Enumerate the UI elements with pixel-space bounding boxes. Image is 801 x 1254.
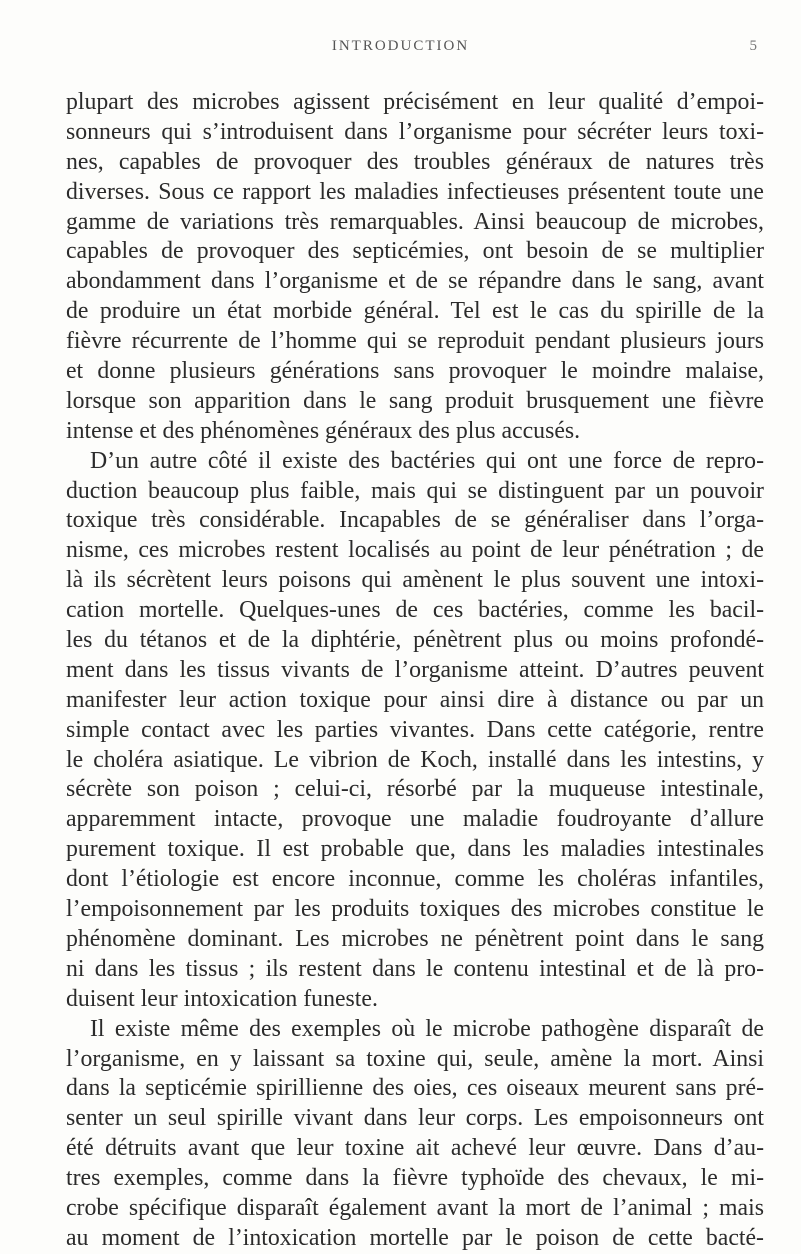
text-line: et donne plusieurs générations sans provoquer le moindre malaise, [66, 358, 764, 385]
text-line: au moment de l’intoxication mortelle par le poison de cette bacté- [66, 1224, 764, 1251]
text-line: abondamment dans l’organisme et de se répandre dans le sang, avant [66, 268, 764, 295]
text-line: ment dans les tissus vivants de l’organisme atteint. D’autres peuvent [66, 656, 764, 683]
text-line: duction beaucoup plus faible, mais qui se distinguent par un pouvoir [66, 477, 764, 504]
text-line: D’un autre côté il existe des bactéries qui ont une force de repro- [90, 447, 764, 474]
text-line: lorsque son apparition dans le sang produit brusquement une fièvre [66, 387, 764, 414]
paragraph-3 [66, 1015, 764, 1254]
text-line: fièvre récurrente de l’homme qui se reproduit pendant plusieurs jours [66, 328, 764, 355]
text-line: tres exemples, comme dans la fièvre typhoïde des chevaux, le mi- [66, 1165, 764, 1192]
text-line: toxique très considérable. Incapables de se généraliser dans l’orga- [66, 507, 764, 534]
text-line: capables de provoquer des septicémies, ont besoin de se multiplier [66, 238, 764, 265]
text-line: l’empoisonnement par les produits toxiques des microbes constitue le [66, 896, 764, 923]
text-line: manifester leur action toxique pour ainsi dire à distance ou par un [66, 686, 764, 713]
text-line: de produire un état morbide général. Tel est le cas du spirille de la [66, 298, 764, 325]
text-line: été détruits avant que leur toxine ait achevé leur œuvre. Dans d’au- [66, 1135, 764, 1162]
text-line: nes, capables de provoquer des troubles généraux de natures très [66, 148, 764, 175]
text-line: là ils sécrètent leurs poisons qui amènent le plus souvent une intoxi- [66, 567, 764, 594]
paragraph-1 [66, 88, 764, 447]
text-line: ni dans les tissus ; ils restent dans le contenu intestinal et de là pro- [66, 955, 764, 982]
text-line: apparemment intacte, provoque une maladie foudroyante d’allure [66, 806, 764, 833]
text-line: l’organisme, en y laissant sa toxine qui, seule, amène la mort. Ainsi [66, 1045, 764, 1072]
text-line: nisme, ces microbes restent localisés au point de leur pénétration ; de [66, 537, 764, 564]
text-line: cation mortelle. Quelques-unes de ces bactéries, comme les bacil- [66, 597, 764, 624]
text-line: crobe spécifique disparaît également avant la mort de l’animal ; mais [66, 1194, 764, 1221]
text-line: dans la septicémie spirillienne des oies, ces oiseaux meurent sans pré- [66, 1075, 764, 1102]
text-line: plupart des microbes agissent précisément en leur qualité d’empoi- [66, 89, 764, 115]
text-line: simple contact avec les parties vivantes. Dans cette catégorie, rentre [66, 716, 764, 743]
paragraph-2 [66, 447, 764, 1015]
text-line: Il existe même des exemples où le microbe pathogène disparaît de [90, 1015, 764, 1042]
running-title: INTRODUCTION [331, 38, 470, 54]
text-line: diverses. Sous ce rapport les maladies infectieuses présentent toute une [66, 178, 764, 205]
body-text [66, 88, 764, 1254]
text-line: senter un seul spirille vivant dans leur corps. Les empoisonneurs ont [66, 1105, 764, 1132]
text-line: les du tétanos et de la diphtérie, pénètrent plus ou moins profondé- [66, 627, 764, 654]
text-line: sonneurs qui s’introduisent dans l’organisme pour sécréter leurs toxi- [66, 118, 764, 145]
text-line: le choléra asiatique. Le vibrion de Koch, installé dans les intestins, y [66, 746, 764, 773]
text-line: phénomène dominant. Les microbes ne pénètrent point dans le sang [66, 925, 764, 952]
text-line: sécrète son poison ; celui-ci, résorbé par la muqueuse intestinale, [66, 776, 764, 803]
page-number: 5 [749, 38, 757, 54]
running-head [0, 38, 801, 68]
text-line: gamme de variations très remarquables. Ainsi beaucoup de microbes, [66, 208, 764, 235]
text-line: purement toxique. Il est probable que, dans les maladies intestinales [66, 836, 764, 863]
text-line: intense et des phénomènes généraux des plus accusés. [66, 417, 581, 444]
text-line: duisent leur intoxication funeste. [66, 985, 378, 1012]
text-line: dont l’étiologie est encore inconnue, comme les choléras infantiles, [66, 866, 764, 893]
